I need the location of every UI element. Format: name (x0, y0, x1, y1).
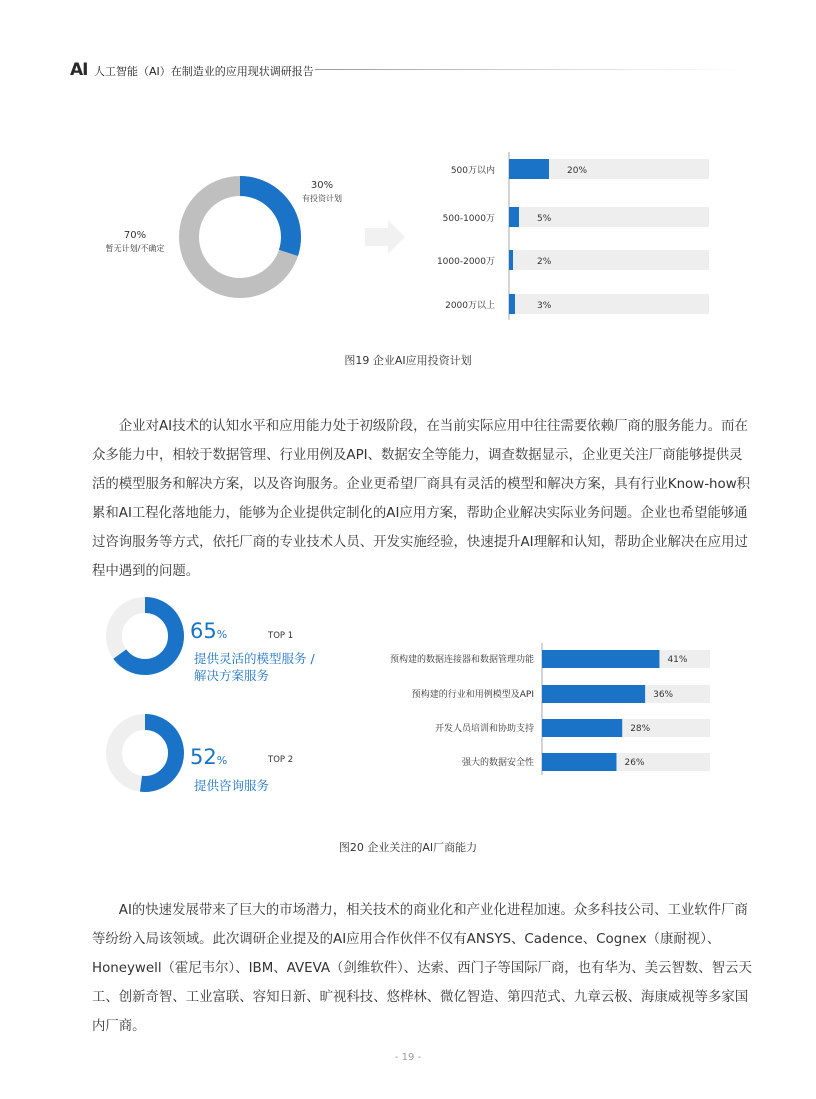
bar-category-label: 预构建的行业和用例模型及API (411, 690, 534, 700)
paragraph-2-text: AI的快速发展带来了巨大的市场潜力，相关技术的商业化和产业化进程加速。众多科技公司、工业软件厂商等纷纷入局该领域。此次调研企业提及的AI应用合作伙伴不仅有ANSYS、Cadence、Cognex（康耐视）、Honeywell（霍尼韦尔）、IBM、AVEVA（剑维软件）、达索、西门子等国际厂商，也有华为、美云智数、智云天工、创新奇智、工业富联、容知日新、旷视科技、悠桦林、微亿智造、第四范式、九章云极、海康威视等多家国内厂商。 (92, 903, 752, 1034)
bar-category-label: 开发人员培训和协助支持 (434, 724, 534, 734)
paragraph-1-text: 企业对AI技术的认知水平和应用能力处于初级阶段，在当前实际应用中往往需要依赖厂商的服务能力。而在众多能力中，相较于数据管理、行业用例及API、数据安全等能力，调查数据显示，企业更关注厂商能够提供灵活的模型服务和解决方案，以及咨询服务。企业更希望厂商具有灵活的模型和解决方案，具有行业Know-how积累和AI工程化落地能力，能够为企业提供定制化的AI应用方案，帮助企业解决实际业务问题。企业也希望能够通过咨询服务等方式，依托厂商的专业技术人员、开发实施经验，快速提升AI理解和认知，帮助企业解决在应用过程中遇到的问题。 (92, 419, 751, 579)
bar-category-label: 强大的数据安全性 (461, 758, 534, 768)
bar-category-label: 500万以内 (450, 166, 495, 176)
bar-category-label: 2000万以上 (445, 301, 495, 311)
bar-value-label: 28% (630, 724, 651, 734)
paragraph-2 (92, 896, 752, 1041)
top1-pct-unit: % (216, 628, 228, 641)
bar-category-label: 500-1000万 (442, 214, 495, 224)
bar-value-label: 3% (537, 301, 552, 311)
top2-pct (190, 745, 227, 769)
top1-pct-number: 65 (190, 619, 217, 643)
figure19-caption: 图19 企业AI应用投资计划 (344, 354, 472, 367)
bar-value-label: 2% (537, 257, 552, 267)
top2-label-line1: 提供咨询服务 (194, 778, 270, 793)
report-title: 人工智能（AI）在制造业的应用现状调研报告 (94, 65, 314, 78)
bar (542, 685, 645, 703)
bar-category-label: 1000-2000万 (436, 257, 495, 267)
top2-pct-unit: % (216, 754, 228, 767)
figure20-caption: 图20 企业关注的AI厂商能力 (338, 841, 478, 854)
top1-label-line1: 提供灵活的模型服务 / (194, 651, 315, 666)
bar (542, 719, 622, 737)
donut-plan-label: 有投资计划 (302, 194, 342, 203)
bar-value-label: 5% (537, 214, 552, 224)
bar-value-label: 41% (667, 655, 688, 665)
top1-rank: TOP 1 (268, 631, 294, 641)
logo-text: AI (70, 60, 88, 80)
top2-pct-number: 52 (190, 745, 217, 769)
bar-value-label: 26% (624, 758, 645, 768)
donut-plan-pct: 30% (310, 180, 334, 191)
top2-rank: TOP 2 (268, 755, 294, 765)
page-number: - 19 - (394, 1052, 422, 1063)
top1-pct (190, 619, 227, 643)
top1-label-line2: 解决方案服务 (194, 668, 270, 683)
bar (542, 650, 659, 668)
donut-noplan-pct: 70% (123, 230, 147, 241)
bar-value-label: 20% (567, 166, 588, 176)
bar-value-label: 36% (653, 690, 674, 700)
bar (542, 753, 616, 771)
bar-category-label: 预构建的数据连接器和数据管理功能 (389, 655, 534, 665)
donut-noplan-label: 暂无计划/不确定 (105, 244, 165, 253)
